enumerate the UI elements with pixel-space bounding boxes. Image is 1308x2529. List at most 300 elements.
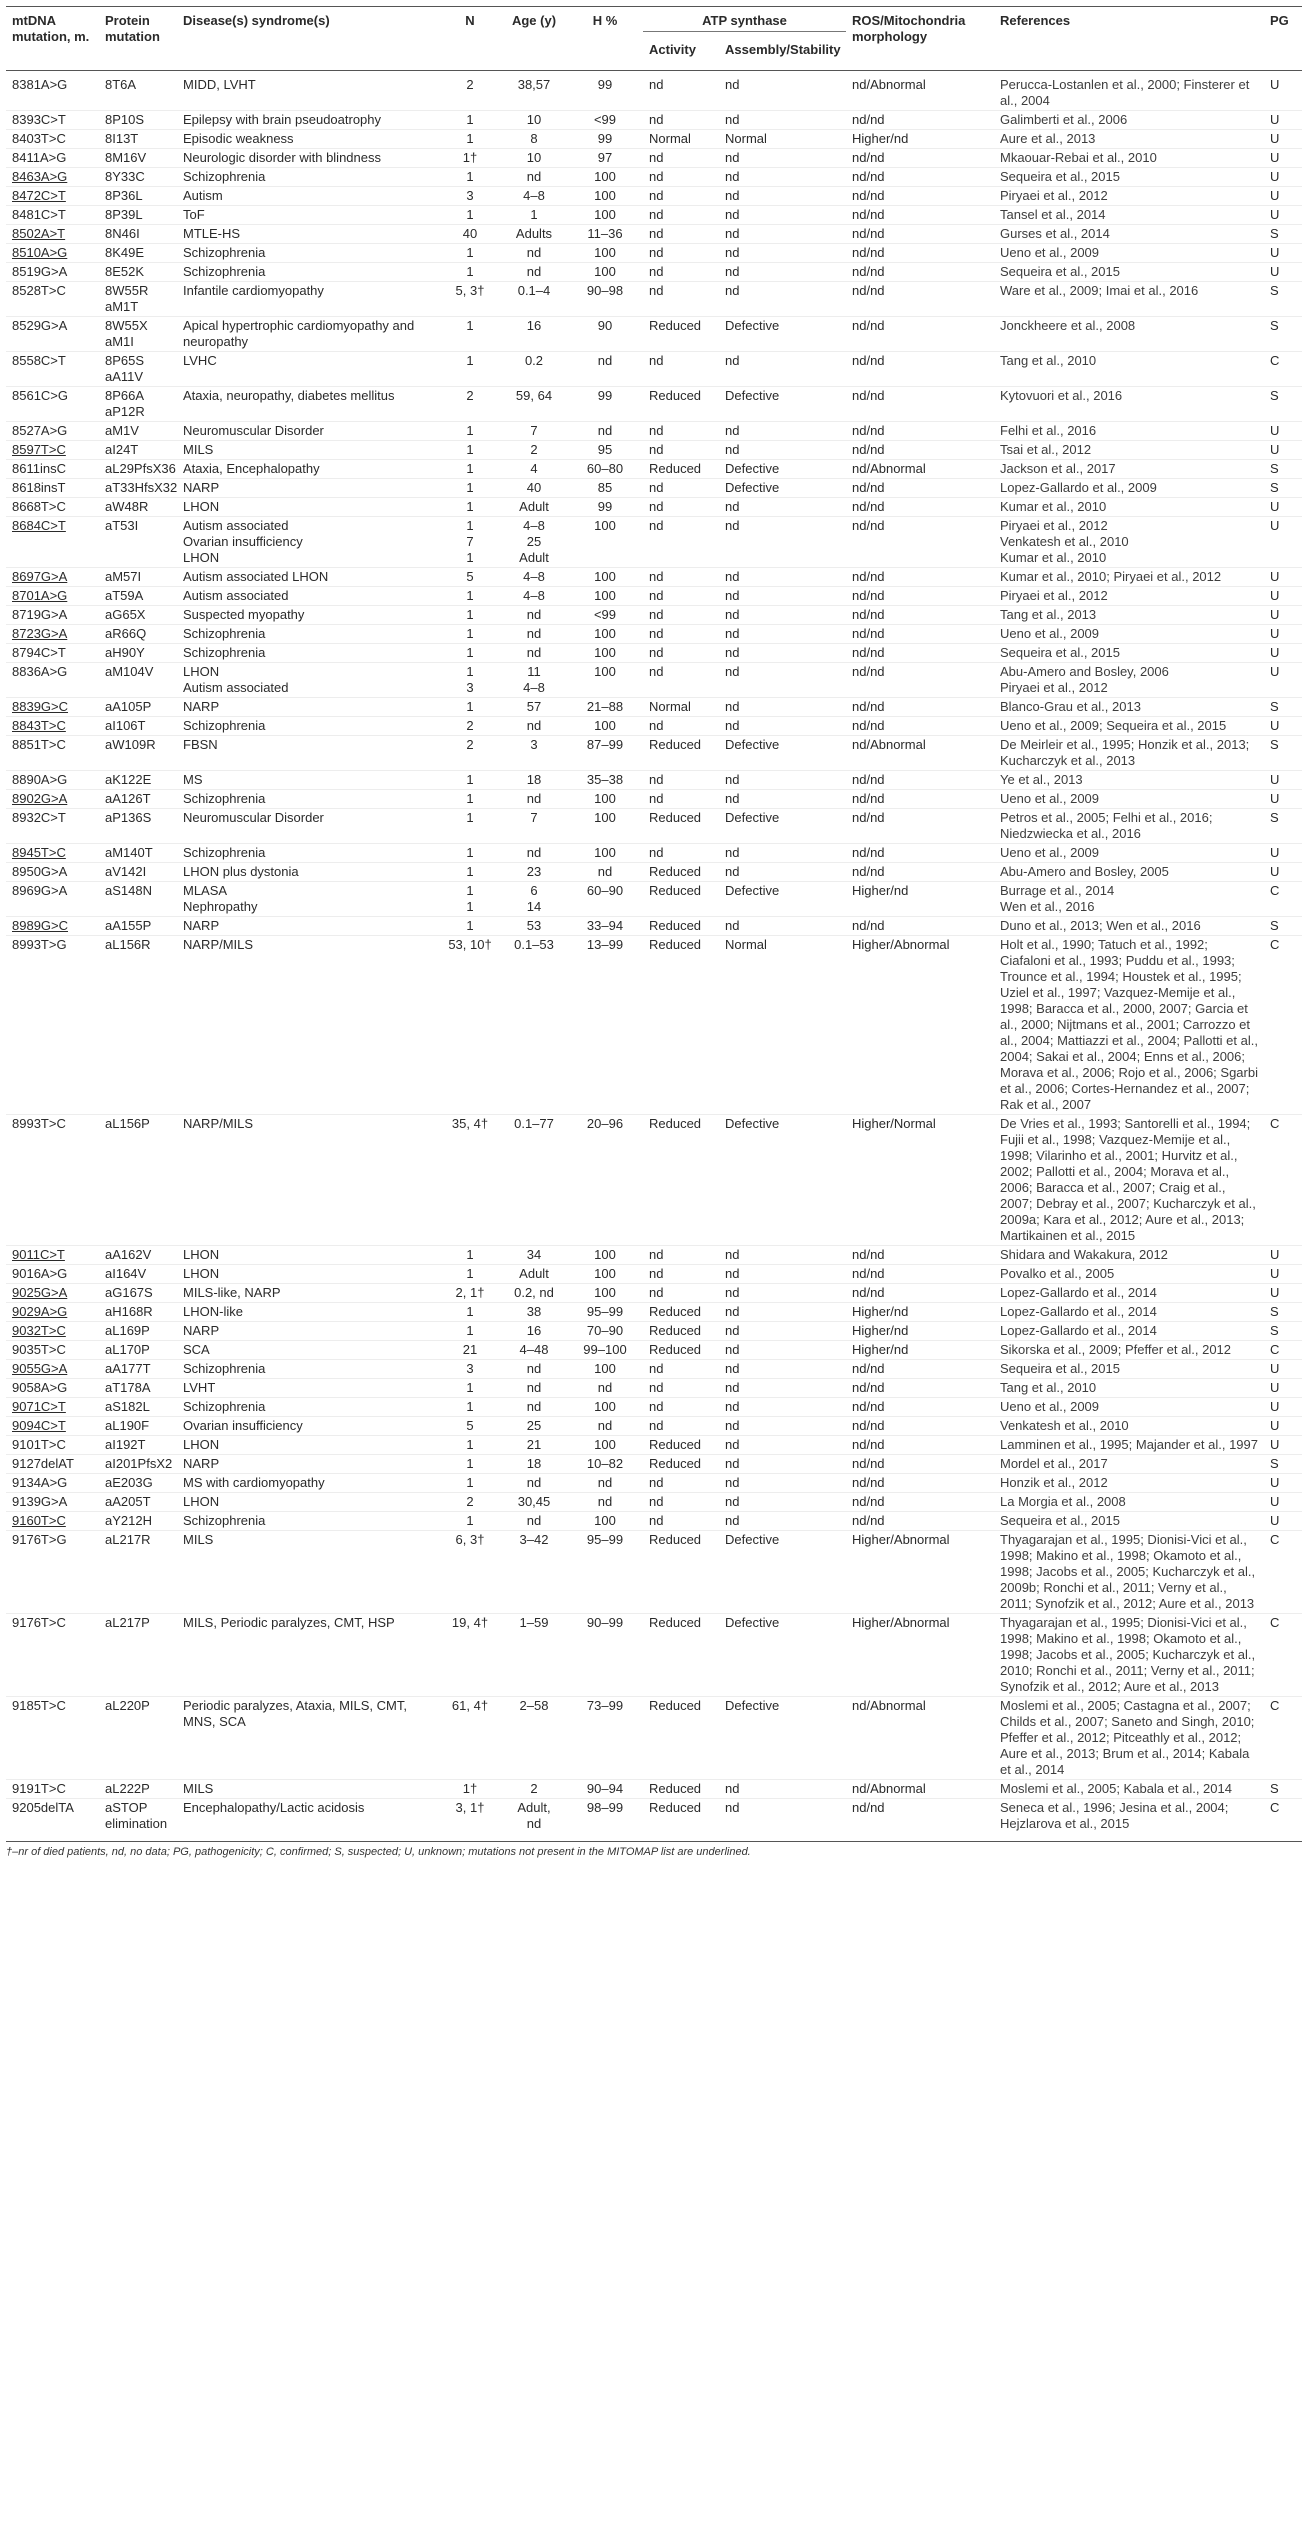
cell-disease: Neurologic disorder with blindness (177, 149, 439, 168)
cell-atp-activity: nd (643, 1265, 719, 1284)
cell-age: 21 (501, 1436, 567, 1455)
cell-references: Lopez-Gallardo et al., 2009 (994, 479, 1264, 498)
cell-age: 7 (501, 809, 567, 844)
table-row (6, 1474, 1302, 1493)
cell-references: Ueno et al., 2009 (994, 844, 1264, 863)
cell-atp-assembly: Defective (719, 1531, 846, 1614)
cell-references: Lopez-Gallardo et al., 2014 (994, 1322, 1264, 1341)
cell-protein-mutation: aM1V (99, 422, 177, 441)
header-assembly: Assembly/Stability (725, 42, 841, 57)
cell-atp-activity: Reduced (643, 1115, 719, 1246)
cell-atp-assembly: nd (719, 282, 846, 317)
cell-pathogenicity: S (1264, 736, 1302, 771)
cell-ros-morphology: nd/nd (846, 625, 994, 644)
cell-age: nd (501, 606, 567, 625)
cell-ros-morphology: nd/nd (846, 1455, 994, 1474)
cell-mtdna-mutation: 8902G>A (6, 790, 99, 809)
cell-atp-activity: nd (643, 717, 719, 736)
cell-atp-assembly: nd (719, 149, 846, 168)
cell-atp-assembly: nd (719, 1341, 846, 1360)
cell-protein-mutation: aT53I (99, 517, 177, 568)
cell-protein-mutation: aK122E (99, 771, 177, 790)
cell-n: 1 (439, 168, 501, 187)
cell-age: 23 (501, 863, 567, 882)
table-row (6, 1360, 1302, 1379)
cell-pathogenicity: U (1264, 111, 1302, 130)
cell-atp-assembly: nd (719, 663, 846, 698)
table-row (6, 625, 1302, 644)
cell-protein-mutation: aH168R (99, 1303, 177, 1322)
cell-protein-mutation: 8P65S aA11V (99, 352, 177, 387)
cell-ros-morphology: nd/nd (846, 168, 994, 187)
cell-n: 21 (439, 1341, 501, 1360)
cell-disease: LHON (177, 1493, 439, 1512)
cell-disease: Schizophrenia (177, 625, 439, 644)
cell-protein-mutation: aT33HfsX32 (99, 479, 177, 498)
cell-mtdna-mutation: 8481C>T (6, 206, 99, 225)
cell-ros-morphology: nd/nd (846, 568, 994, 587)
cell-n: 1 (439, 111, 501, 130)
cell-pathogenicity: C (1264, 1341, 1302, 1360)
cell-n: 1 (439, 1398, 501, 1417)
cell-n: 2 (439, 1493, 501, 1512)
cell-disease: Ataxia, neuropathy, diabetes mellitus (177, 387, 439, 422)
cell-disease: NARP (177, 1322, 439, 1341)
cell-disease: LHON (177, 498, 439, 517)
cell-protein-mutation: aI192T (99, 1436, 177, 1455)
table-row (6, 317, 1302, 352)
cell-atp-activity: nd (643, 1512, 719, 1531)
cell-mtdna-mutation: 8597T>C (6, 441, 99, 460)
table-header (6, 7, 1302, 71)
cell-atp-activity: Reduced (643, 1436, 719, 1455)
cell-atp-activity: nd (643, 568, 719, 587)
cell-n: 1 (439, 698, 501, 717)
cell-age: nd (501, 1474, 567, 1493)
cell-protein-mutation: 8P39L (99, 206, 177, 225)
cell-atp-assembly: Defective (719, 809, 846, 844)
table-row (6, 663, 1302, 698)
cell-atp-activity: Reduced (643, 917, 719, 936)
cell-n: 1 (439, 130, 501, 149)
cell-atp-assembly: Normal (719, 130, 846, 149)
cell-atp-assembly: Defective (719, 1614, 846, 1697)
table-row (6, 1379, 1302, 1398)
cell-atp-activity: nd (643, 625, 719, 644)
cell-mtdna-mutation: 8890A>G (6, 771, 99, 790)
header-age: Age (y) (511, 13, 557, 28)
cell-pathogenicity: U (1264, 187, 1302, 206)
cell-mtdna-mutation: 9205delTA (6, 1799, 99, 1834)
cell-pathogenicity: S (1264, 1322, 1302, 1341)
cell-atp-activity: nd (643, 790, 719, 809)
cell-ros-morphology: nd/nd (846, 149, 994, 168)
cell-mtdna-mutation: 8993T>C (6, 1115, 99, 1246)
cell-atp-assembly: Defective (719, 882, 846, 917)
cell-mtdna-mutation: 8519G>A (6, 263, 99, 282)
cell-ros-morphology: nd/nd (846, 244, 994, 263)
cell-age: nd (501, 1512, 567, 1531)
cell-references: Jonckheere et al., 2008 (994, 317, 1264, 352)
cell-protein-mutation: aV142I (99, 863, 177, 882)
cell-pathogenicity: U (1264, 771, 1302, 790)
cell-protein-mutation: aP136S (99, 809, 177, 844)
cell-age: 10 (501, 111, 567, 130)
cell-pathogenicity: U (1270, 77, 1280, 92)
cell-atp-activity: nd (643, 517, 719, 568)
cell-ros-morphology: Higher/Abnormal (846, 1531, 994, 1614)
table-row (6, 606, 1302, 625)
cell-atp-activity: nd (643, 1246, 719, 1265)
cell-n: 3 (439, 1360, 501, 1379)
cell-ros-morphology: nd/nd (846, 352, 994, 387)
cell-references: Tsai et al., 2012 (994, 441, 1264, 460)
cell-age: 0.1–77 (501, 1115, 567, 1246)
cell-heteroplasmy: 100 (567, 568, 643, 587)
cell-atp-assembly: nd (719, 1246, 846, 1265)
cell-pathogenicity: S (1264, 225, 1302, 244)
cell-pathogenicity: S (1264, 917, 1302, 936)
table-row (6, 517, 1302, 568)
cell-heteroplasmy: 13–99 (567, 936, 643, 1115)
cell-mtdna-mutation: 8993T>G (6, 936, 99, 1115)
cell-disease: Schizophrenia (177, 263, 439, 282)
cell-heteroplasmy: 100 (567, 717, 643, 736)
table-row (6, 936, 1302, 1115)
cell-atp-activity: nd (643, 282, 719, 317)
cell-references: Blanco-Grau et al., 2013 (994, 698, 1264, 717)
cell-protein-mutation: aT178A (99, 1379, 177, 1398)
table-row (6, 187, 1302, 206)
cell-protein-mutation: aI164V (99, 1265, 177, 1284)
cell-heteroplasmy: 11–36 (567, 225, 643, 244)
cell-age: 0.1–53 (501, 936, 567, 1115)
cell-pathogenicity: U (1264, 1512, 1302, 1531)
cell-atp-assembly: nd (719, 917, 846, 936)
cell-disease: LHON-like (177, 1303, 439, 1322)
table-row (6, 460, 1302, 479)
cell-references: Ueno et al., 2009 (994, 790, 1264, 809)
cell-age: 3 (501, 736, 567, 771)
cell-n: 1 (439, 460, 501, 479)
cell-ros-morphology: Higher/Normal (846, 1115, 994, 1246)
cell-protein-mutation: aI106T (99, 717, 177, 736)
cell-protein-mutation: 8P36L (99, 187, 177, 206)
cell-atp-assembly: nd (719, 1436, 846, 1455)
cell-references: Ueno et al., 2009 (994, 625, 1264, 644)
table-row (6, 149, 1302, 168)
cell-atp-assembly: nd (719, 517, 846, 568)
cell-n: 40 (439, 225, 501, 244)
cell-age: 10 (501, 149, 567, 168)
cell-heteroplasmy: 70–90 (567, 1322, 643, 1341)
cell-heteroplasmy: 100 (567, 1398, 643, 1417)
cell-age: 57 (501, 698, 567, 717)
cell-n: 5 (439, 568, 501, 587)
table-row (6, 1436, 1302, 1455)
cell-heteroplasmy: 99–100 (567, 1341, 643, 1360)
cell-references: Gurses et al., 2014 (994, 225, 1264, 244)
cell-atp-activity: nd (643, 263, 719, 282)
cell-mtdna-mutation: 8472C>T (6, 187, 99, 206)
cell-n: 1 (439, 441, 501, 460)
table-row (6, 206, 1302, 225)
cell-references: De Vries et al., 1993; Santorelli et al., 1994; Fujii et al., 1998; Vazquez-Memije et al., 1998; Vilarinho et al., 2001; Hurvitz et al., 2002; Pallotti et al., 2004; Morava et al., 2006; Baracca et al., 2007; Craig et al., 2007; Debray et al., 2007; Kucharczyk et al., 2009a; Kara et al., 2012; Aure et al., 2013; Martikainen et al., 2015 (994, 1115, 1264, 1246)
cell-protein-mutation: aM140T (99, 844, 177, 863)
cell-age: nd (501, 168, 567, 187)
cell-mtdna-mutation: 8843T>C (6, 717, 99, 736)
cell-mtdna-mutation: 9058A>G (6, 1379, 99, 1398)
cell-atp-activity: nd (643, 149, 719, 168)
cell-disease: MILS, Periodic paralyzes, CMT, HSP (177, 1614, 439, 1697)
cell-age: Adult, nd (501, 1799, 567, 1834)
table-row (6, 1322, 1302, 1341)
cell-atp-assembly: nd (719, 1493, 846, 1512)
cell-ros-morphology: nd/nd (846, 771, 994, 790)
cell-atp-assembly: nd (719, 1474, 846, 1493)
cell-heteroplasmy: 100 (567, 1512, 643, 1531)
cell-pathogenicity: U (1264, 717, 1302, 736)
cell-atp-assembly: nd (719, 263, 846, 282)
cell-heteroplasmy: 99 (597, 77, 613, 92)
cell-age: Adults (501, 225, 567, 244)
cell-protein-mutation: aL217R (99, 1531, 177, 1614)
cell-mtdna-mutation: 8510A>G (6, 244, 99, 263)
cell-n: 1 (439, 244, 501, 263)
table-row (6, 1493, 1302, 1512)
table-row (6, 1398, 1302, 1417)
table-row (6, 352, 1302, 387)
table-row (6, 1512, 1302, 1531)
cell-references: Lopez-Gallardo et al., 2014 (994, 1284, 1264, 1303)
cell-mtdna-mutation: 8719G>A (6, 606, 99, 625)
cell-mtdna-mutation: 9101T>C (6, 1436, 99, 1455)
cell-disease: NARP (177, 917, 439, 936)
cell-mtdna-mutation: 8950G>A (6, 863, 99, 882)
cell-age: 4–8 25 Adult (501, 517, 567, 568)
cell-heteroplasmy: nd (567, 1493, 643, 1512)
cell-mtdna-mutation: 8701A>G (6, 587, 99, 606)
cell-mtdna-mutation: 8697G>A (6, 568, 99, 587)
cell-ros-morphology: nd/nd (846, 187, 994, 206)
cell-atp-activity: nd (643, 1379, 719, 1398)
cell-protein-mutation: aSTOP elimination (99, 1799, 177, 1834)
cell-heteroplasmy: nd (567, 863, 643, 882)
cell-age: 0.2, nd (501, 1284, 567, 1303)
cell-ros-morphology: Higher/Abnormal (846, 936, 994, 1115)
table-row (6, 790, 1302, 809)
cell-atp-assembly: nd (719, 1417, 846, 1436)
cell-disease: Ataxia, Encephalopathy (177, 460, 439, 479)
cell-references: Duno et al., 2013; Wen et al., 2016 (994, 917, 1264, 936)
cell-atp-activity: nd (643, 1360, 719, 1379)
cell-mtdna-mutation: 8528T>C (6, 282, 99, 317)
cell-n: 1 (439, 1512, 501, 1531)
cell-mtdna-mutation: 9185T>C (6, 1697, 99, 1780)
cell-n: 1 (439, 790, 501, 809)
cell-atp-activity: nd (643, 663, 719, 698)
cell-disease: MS with cardiomyopathy (177, 1474, 439, 1493)
cell-heteroplasmy: 100 (567, 244, 643, 263)
cell-pathogenicity: U (1264, 1246, 1302, 1265)
cell-n: 1 (439, 587, 501, 606)
cell-mtdna-mutation: 9032T>C (6, 1322, 99, 1341)
cell-mtdna-mutation: 9160T>C (6, 1512, 99, 1531)
cell-ros-morphology: nd/nd (846, 1265, 994, 1284)
cell-protein-mutation: aA155P (99, 917, 177, 936)
cell-references: Holt et al., 1990; Tatuch et al., 1992; Ciafaloni et al., 1993; Puddu et al., 1993; Trounce et al., 1994; Houstek et al., 1995; Uziel et al., 1997; Vazquez-Memije et al., 1998; Baracca et al., 2000, 2007; Garcia et al., 2000; Nijtmans et al., 2001; Carrozzo et al., 2004; Mattiazzi et al., 2004; Pallotti et al., 2004; Sakai et al., 2004; Enns et al., 2006; Morava et al., 2006; Rojo et al., 2006; Sgarbi et al., 2006; Cortes-Hernandez et al., 2007; Rak et al., 2007 (994, 936, 1264, 1115)
cell-protein-mutation: 8K49E (99, 244, 177, 263)
table-row (6, 568, 1302, 587)
cell-atp-activity: Reduced (643, 882, 719, 917)
cell-heteroplasmy: 95–99 (567, 1531, 643, 1614)
cell-protein-mutation: aE203G (99, 1474, 177, 1493)
cell-n: 1 (439, 1379, 501, 1398)
cell-heteroplasmy: 99 (567, 387, 643, 422)
cell-pathogenicity: S (1264, 1455, 1302, 1474)
cell-references: Ye et al., 2013 (994, 771, 1264, 790)
cell-references: Piryaei et al., 2012 Venkatesh et al., 2010 Kumar et al., 2010 (994, 517, 1264, 568)
cell-disease: MLASA Nephropathy (177, 882, 439, 917)
cell-age: 4–8 (501, 568, 567, 587)
cell-disease: Suspected myopathy (177, 606, 439, 625)
table-row (6, 1455, 1302, 1474)
cell-heteroplasmy: 87–99 (567, 736, 643, 771)
cell-references: Tang et al., 2010 (994, 352, 1264, 387)
cell-n: 3 (439, 187, 501, 206)
cell-protein-mutation: aS182L (99, 1398, 177, 1417)
cell-age: 38 (501, 1303, 567, 1322)
cell-references: Lamminen et al., 1995; Majander et al., 1997 (994, 1436, 1264, 1455)
cell-age: nd (501, 644, 567, 663)
cell-ros-morphology: nd/nd (846, 1284, 994, 1303)
table-row (6, 1697, 1302, 1780)
header-ros: ROS/Mitochondria morphology (852, 13, 966, 44)
cell-heteroplasmy: <99 (567, 111, 643, 130)
table-row (6, 1341, 1302, 1360)
cell-ros-morphology: Higher/nd (846, 1303, 994, 1322)
cell-atp-assembly: nd (719, 625, 846, 644)
cell-ros-morphology: nd/nd (846, 422, 994, 441)
cell-mtdna-mutation: 9094C>T (6, 1417, 99, 1436)
table-row (6, 225, 1302, 244)
cell-atp-assembly: nd (719, 1265, 846, 1284)
cell-ros-morphology: nd/nd (846, 606, 994, 625)
cell-protein-mutation: aI24T (99, 441, 177, 460)
cell-references: Moslemi et al., 2005; Castagna et al., 2007; Childs et al., 2007; Saneto and Singh, 2010; Pfeffer et al., 2012; Pitceathly et al., 2012; Aure et al., 2013; Brum et al., 2014; Kabala et al., 2014 (994, 1697, 1264, 1780)
cell-disease: NARP/MILS (177, 936, 439, 1115)
table-row (6, 1780, 1302, 1799)
cell-mtdna-mutation: 9035T>C (6, 1341, 99, 1360)
cell-heteroplasmy: 100 (567, 644, 643, 663)
cell-pathogenicity: S (1264, 809, 1302, 844)
cell-disease: Schizophrenia (177, 168, 439, 187)
cell-ros-morphology: nd/nd (846, 498, 994, 517)
cell-mtdna-mutation: 9176T>G (6, 1531, 99, 1614)
cell-atp-assembly: Defective (719, 317, 846, 352)
cell-disease: Schizophrenia (177, 790, 439, 809)
cell-age: 34 (501, 1246, 567, 1265)
table-row (6, 1115, 1302, 1246)
cell-disease: LVHT (177, 1379, 439, 1398)
cell-protein-mutation: 8W55X aM1I (99, 317, 177, 352)
cell-n: 1 (439, 1265, 501, 1284)
cell-ros-morphology: nd/nd (846, 587, 994, 606)
cell-disease: MTLE-HS (177, 225, 439, 244)
cell-atp-activity: Normal (643, 698, 719, 717)
cell-atp-activity: nd (643, 1493, 719, 1512)
cell-heteroplasmy: nd (567, 422, 643, 441)
cell-references: Sequeira et al., 2015 (994, 263, 1264, 282)
cell-n: 5 (439, 1417, 501, 1436)
cell-mtdna-mutation: 9134A>G (6, 1474, 99, 1493)
cell-ros-morphology: nd/nd (846, 1398, 994, 1417)
cell-mtdna-mutation: 8611insC (6, 460, 99, 479)
cell-n: 35, 4† (439, 1115, 501, 1246)
cell-heteroplasmy: 100 (567, 206, 643, 225)
cell-references: Burrage et al., 2014 Wen et al., 2016 (994, 882, 1264, 917)
cell-atp-activity: nd (643, 498, 719, 517)
cell-age: nd (501, 263, 567, 282)
cell-atp-assembly: nd (719, 863, 846, 882)
cell-atp-assembly: Defective (719, 479, 846, 498)
cell-references: Mordel et al., 2017 (994, 1455, 1264, 1474)
cell-ros-morphology: nd/Abnormal (852, 77, 926, 92)
cell-atp-activity: Reduced (643, 1614, 719, 1697)
cell-ros-morphology: nd/nd (846, 479, 994, 498)
cell-protein-mutation: aG65X (99, 606, 177, 625)
cell-atp-assembly: nd (719, 441, 846, 460)
cell-disease: Schizophrenia (177, 244, 439, 263)
cell-age: 2 (501, 1780, 567, 1799)
cell-heteroplasmy: 60–90 (567, 882, 643, 917)
table-row (6, 1284, 1302, 1303)
cell-atp-activity: Reduced (643, 460, 719, 479)
table-row (6, 809, 1302, 844)
cell-atp-assembly: nd (719, 1398, 846, 1417)
cell-disease: Neuromuscular Disorder (177, 422, 439, 441)
cell-age: nd (501, 1398, 567, 1417)
cell-ros-morphology: nd/Abnormal (846, 736, 994, 771)
cell-protein-mutation: aW48R (99, 498, 177, 517)
cell-pathogenicity: U (1264, 149, 1302, 168)
cell-ros-morphology: nd/nd (846, 1436, 994, 1455)
cell-n: 61, 4† (439, 1697, 501, 1780)
cell-pathogenicity: U (1264, 517, 1302, 568)
cell-age: 0.2 (501, 352, 567, 387)
cell-n: 1† (439, 1780, 501, 1799)
cell-n: 1 (439, 1455, 501, 1474)
cell-protein-mutation: aI201PfsX2 (99, 1455, 177, 1474)
cell-references: Ueno et al., 2009 (994, 244, 1264, 263)
cell-protein-mutation: aH90Y (99, 644, 177, 663)
cell-mtdna-mutation: 8463A>G (6, 168, 99, 187)
cell-atp-assembly: nd (719, 1379, 846, 1398)
cell-n: 53, 10† (439, 936, 501, 1115)
cell-mtdna-mutation: 8411A>G (6, 149, 99, 168)
cell-references: Povalko et al., 2005 (994, 1265, 1264, 1284)
cell-ros-morphology: Higher/nd (846, 1322, 994, 1341)
cell-age: 25 (501, 1417, 567, 1436)
cell-references: Sequeira et al., 2015 (994, 1512, 1264, 1531)
cell-disease: NARP (177, 1455, 439, 1474)
cell-atp-activity: Reduced (643, 1531, 719, 1614)
cell-atp-activity: nd (643, 422, 719, 441)
cell-age: nd (501, 717, 567, 736)
cell-age: 30,45 (501, 1493, 567, 1512)
cell-ros-morphology: nd/nd (846, 863, 994, 882)
cell-references: Tang et al., 2013 (994, 606, 1264, 625)
